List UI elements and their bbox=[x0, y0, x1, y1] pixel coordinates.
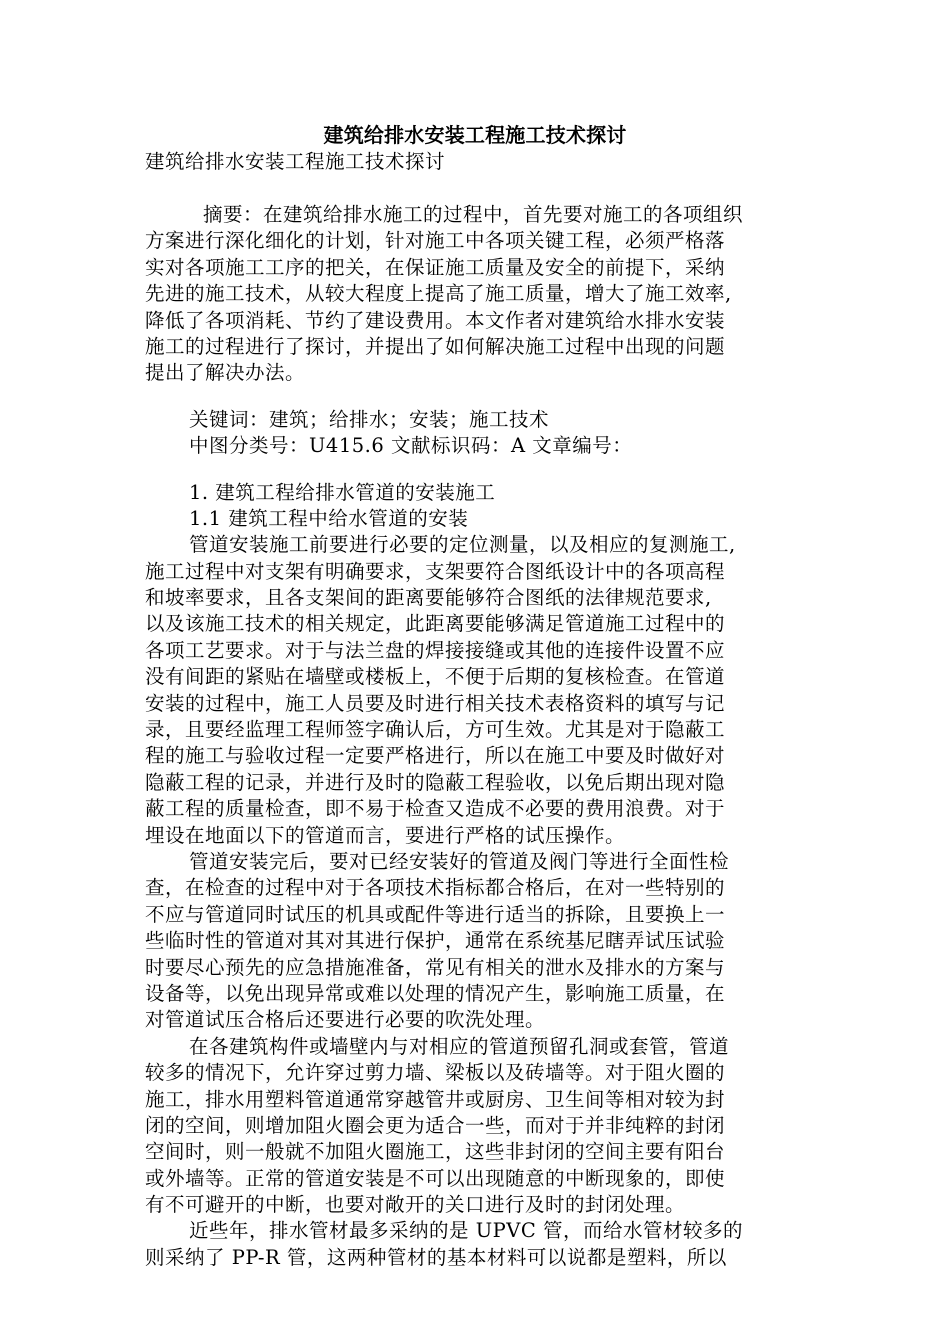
paragraph-line: 施工过程中对支架有明确要求，支架要符合图纸设计中的各项高程 bbox=[145, 559, 726, 583]
classification-line: 中图分类号：U415.6 文献标识码：A 文章编号： bbox=[189, 434, 633, 458]
paragraph bbox=[145, 1034, 805, 1219]
paragraph-line: 管道安装施工前要进行必要的定位测量，以及相应的复测施工, bbox=[189, 533, 736, 557]
paragraph-line: 程的施工与验收过程一定要严格进行，所以在施工中要及时做好对 bbox=[145, 744, 726, 768]
paragraph-line: 没有间距的紧贴在墙壁或楼板上，不便于后期的复核检查。在管道 bbox=[145, 665, 726, 689]
paragraph-line: 时要尽心预先的应急措施准备，常见有相关的泄水及排水的方案与 bbox=[145, 955, 726, 979]
document-title: 建筑给排水安装工程施工技术探讨 bbox=[323, 123, 627, 147]
paragraph-line: 以及该施工技术的相关规定，此距离要能够满足管道施工过程中的 bbox=[145, 612, 726, 636]
document-subtitle: 建筑给排水安装工程施工技术探讨 bbox=[145, 150, 446, 173]
paragraph-line: 安装的过程中，施工人员要及时进行相关技术表格资料的填写与记 bbox=[145, 691, 726, 715]
paragraph-line: 闭的空间，则增加阻火圈会更为适合一些，而对于并非纯粹的封闭 bbox=[145, 1113, 726, 1137]
spacer bbox=[145, 176, 805, 202]
paragraph bbox=[145, 532, 805, 849]
paragraph-line: 和坡率要求，且各支架间的距离要能够符合图纸的法律规范要求, bbox=[145, 586, 712, 610]
paragraph-line: 管道安装完后，要对已经安装好的管道及阀门等进行全面性检 bbox=[189, 849, 730, 873]
paragraph-line: 设备等，以免出现异常或难以处理的情况产生，影响施工质量，在 bbox=[145, 981, 726, 1005]
paragraph-line: 查，在检查的过程中对于各项技术指标都合格后，在对一些特别的 bbox=[145, 876, 726, 900]
paragraph-line: 施工，排水用塑料管道通常穿越管井或厨房、卫生间等相对较为封 bbox=[145, 1087, 726, 1111]
abstract-line: 方案进行深化细化的计划，针对施工中各项关键工程，必须严格落 bbox=[145, 229, 726, 253]
abstract-line: 摘要：在建筑给排水施工的过程中，首先要对施工的各项组织 bbox=[203, 203, 744, 226]
spacer bbox=[145, 387, 805, 407]
abstract-line: 降低了各项消耗、节约了建设费用。本文作者对建筑给水排水安装 bbox=[145, 308, 726, 332]
paragraph-line: 隐蔽工程的记录，并进行及时的隐蔽工程验收，以免后期出现对隐 bbox=[145, 770, 726, 794]
paragraph-line: 录，且要经监理工程师签字确认后，方可生效。尤其是对于隐蔽工 bbox=[145, 718, 726, 742]
paragraph bbox=[145, 849, 805, 1034]
abstract-line: 提出了解决办法。 bbox=[145, 361, 306, 385]
paragraph-line: 对管道试压合格后还要进行必要的吹洗处理。 bbox=[145, 1008, 546, 1032]
paragraph-line: 有不可避开的中断，也要对敞开的关口进行及时的封闭处理。 bbox=[145, 1193, 686, 1217]
paragraph-line: 则采纳了 PP-R 管，这两种管材的基本材料可以说都是塑料，所以 bbox=[145, 1245, 727, 1269]
abstract-line: 实对各项施工工序的把关，在保证施工质量及安全的前提下，采纳 bbox=[145, 255, 726, 279]
abstract-line: 施工的过程进行了探讨，并提出了如何解决施工过程中出现的问题 bbox=[145, 334, 726, 358]
abstract bbox=[145, 202, 805, 387]
spacer bbox=[145, 460, 805, 480]
paragraph-line: 些临时性的管道对其对其进行保护，通常在系统基尼瞎弄试压试验 bbox=[145, 929, 726, 953]
paragraph-line: 不应与管道同时试压的机具或配件等进行适当的拆除，且要换上一 bbox=[145, 902, 726, 926]
paragraph-line: 空间时，则一般就不加阻火圈施工，这些非封闭的空间主要有阳台 bbox=[145, 1140, 726, 1164]
section-heading: 1. 建筑工程给排水管道的安装施工 bbox=[189, 480, 496, 504]
keywords: 关键词：建筑；给排水；安装；施工技术 bbox=[189, 407, 550, 431]
paragraph-line: 近些年，排水管材最多采纳的是 UPVC 管，而给水管材较多的 bbox=[189, 1219, 743, 1243]
paragraph-line: 较多的情况下，允许穿过剪力墙、梁板以及砖墙等。对于阻火圈的 bbox=[145, 1061, 726, 1085]
paragraph-line: 蔽工程的质量检查，即不易于检查又造成不必要的费用浪费。对于 bbox=[145, 797, 726, 821]
paragraph-line: 或外墙等。正常的管道安装是不可以出现随意的中断现象的，即使 bbox=[145, 1166, 726, 1190]
document-page bbox=[145, 122, 805, 1271]
abstract-line: 先进的施工技术，从较大程度上提高了施工质量，增大了施工效率, bbox=[145, 282, 732, 306]
subsection-heading: 1.1 建筑工程中给水管道的安装 bbox=[189, 506, 469, 530]
paragraph bbox=[145, 1218, 805, 1271]
paragraph-line: 各项工艺要求。对于与法兰盘的焊接接缝或其他的连接件设置不应 bbox=[145, 638, 726, 662]
paragraph-line: 在各建筑构件或墙壁内与对相应的管道预留孔洞或套管，管道 bbox=[189, 1034, 730, 1058]
paragraph-line: 埋设在地面以下的管道而言，要进行严格的试压操作。 bbox=[145, 823, 626, 847]
